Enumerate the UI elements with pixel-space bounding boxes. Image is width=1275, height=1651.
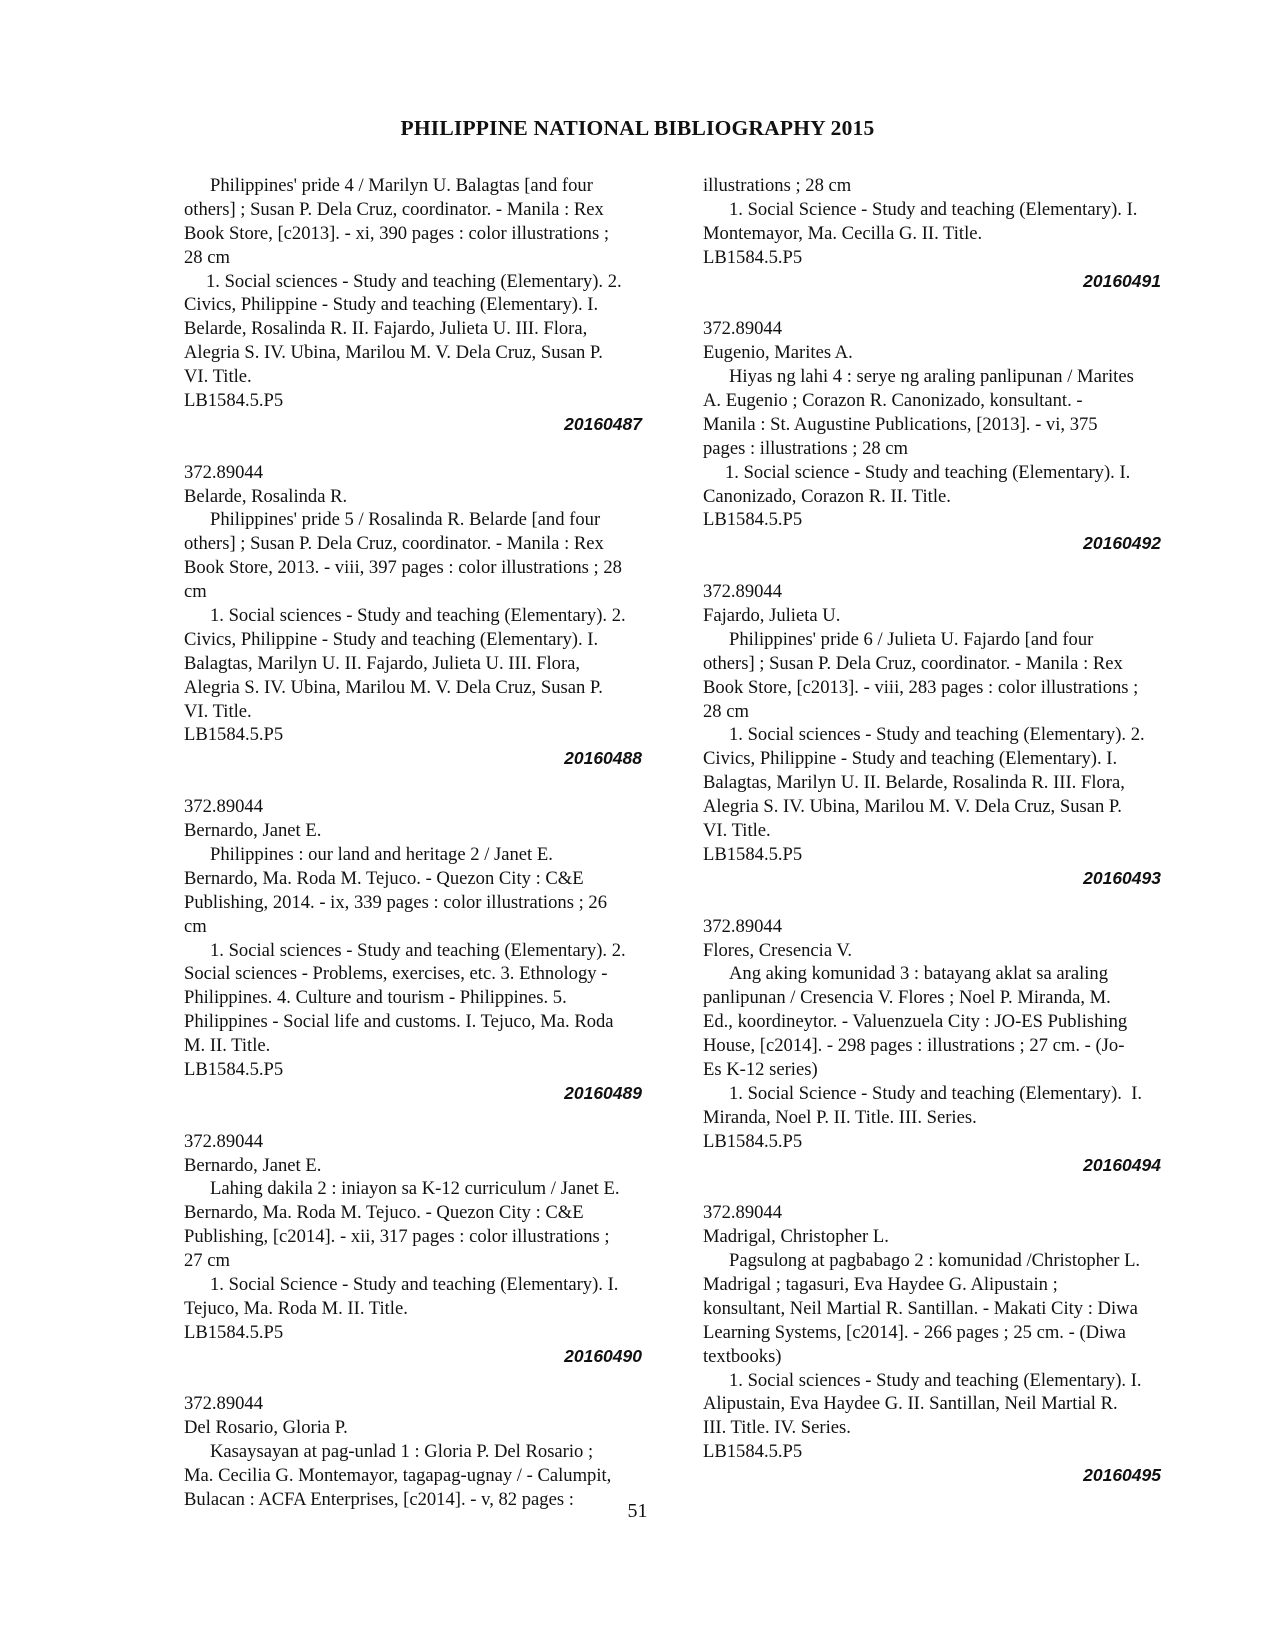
entry-subject-line: Belarde, Rosalinda R. II. Fajardo, Julieta U. III. Flora, bbox=[184, 318, 588, 340]
entry-description-line: cm bbox=[184, 581, 207, 603]
entry-author: Flores, Cresencia V. bbox=[703, 939, 853, 961]
bib-entry bbox=[184, 1392, 674, 1511]
bib-entry bbox=[703, 1201, 1193, 1488]
entry-subject-line: 1. Social sciences - Study and teaching (Elementary). 2. bbox=[210, 605, 626, 627]
call-number: LB1584.5.P5 bbox=[703, 246, 803, 268]
bib-entry bbox=[703, 915, 1193, 1178]
entry-description-line: Madrigal ; tagasuri, Eva Haydee G. Alipustain ; bbox=[703, 1273, 1058, 1295]
entry-subject-line: VI. Title. bbox=[184, 366, 252, 388]
entry-description-line: konsultant, Neil Martial R. Santillan. - Makati City : Diwa bbox=[703, 1297, 1138, 1319]
entry-subject-line: 1. Social Science - Study and teaching (Elementary). I. bbox=[729, 1082, 1143, 1104]
bib-entry bbox=[184, 461, 674, 772]
entry-subject-line: 1. Social sciences - Study and teaching (Elementary). 2. bbox=[729, 724, 1145, 746]
entry-subject-line: M. II. Title. bbox=[184, 1035, 271, 1057]
bib-entry bbox=[703, 580, 1193, 891]
entry-description-line: Philippines' pride 6 / Julieta U. Fajardo [and four bbox=[729, 628, 1094, 650]
right-column bbox=[703, 174, 1193, 1488]
entry-description-line: Ang aking komunidad 3 : batayang aklat sa araling bbox=[729, 963, 1109, 985]
bib-entry bbox=[184, 174, 674, 437]
entry-description-line: Learning Systems, [c2014]. - 266 pages ; 25 cm. - (Diwa bbox=[703, 1321, 1126, 1343]
accession-number: 20160495 bbox=[1083, 1465, 1161, 1486]
call-number: LB1584.5.P5 bbox=[184, 1058, 284, 1080]
entry-subject-line: 1. Social sciences - Study and teaching (Elementary). 2. bbox=[206, 270, 622, 292]
entry-subject-line: Social sciences - Problems, exercises, etc. 3. Ethnology - bbox=[184, 963, 608, 985]
bib-entry bbox=[184, 795, 674, 1106]
call-number: LB1584.5.P5 bbox=[184, 724, 284, 746]
entry-description-line: Bernardo, Ma. Roda M. Tejuco. - Quezon City : C&E bbox=[184, 867, 584, 889]
entry-author: Fajardo, Julieta U. bbox=[703, 605, 841, 627]
entry-subject-line: 1. Social sciences - Study and teaching (Elementary). 2. bbox=[210, 939, 626, 961]
entry-subject-line: 1. Social sciences - Study and teaching (Elementary). I. bbox=[729, 1369, 1142, 1391]
accession-number: 20160491 bbox=[1083, 270, 1161, 291]
entry-description-line: Philippines : our land and heritage 2 / Janet E. bbox=[210, 843, 553, 865]
entry-description-line: House, [c2014]. - 298 pages : illustrations ; 27 cm. - (Jo- bbox=[703, 1035, 1125, 1057]
entry-description-line: Publishing, 2014. - ix, 339 pages : color illustrations ; 26 bbox=[184, 891, 607, 913]
entry-description-line: Publishing, [c2014]. - xii, 317 pages : color illustrations ; bbox=[184, 1226, 610, 1248]
entry-description-line: 27 cm bbox=[184, 1250, 230, 1272]
entry-subject-line: III. Title. IV. Series. bbox=[703, 1417, 851, 1439]
entry-description-line: Philippines' pride 5 / Rosalinda R. Belarde [and four bbox=[210, 509, 601, 531]
entry-author: Eugenio, Marites A. bbox=[703, 342, 853, 364]
entry-description-line: cm bbox=[184, 915, 207, 937]
accession-number: 20160488 bbox=[564, 748, 642, 769]
entry-description-line: others] ; Susan P. Dela Cruz, coordinator. - Manila : Rex bbox=[184, 198, 604, 220]
entry-subject-line: 1. Social Science - Study and teaching (Elementary). I. bbox=[729, 198, 1138, 220]
entry-description-line: Es K-12 series) bbox=[703, 1058, 818, 1080]
entry-author: Bernardo, Janet E. bbox=[184, 1154, 322, 1176]
classification-number: 372.89044 bbox=[703, 915, 783, 937]
entry-description-line: others] ; Susan P. Dela Cruz, coordinator. - Manila : Rex bbox=[703, 652, 1123, 674]
entry-author: Bernardo, Janet E. bbox=[184, 820, 322, 842]
entry-description-line: Ed., koordineytor. - Valuenzuela City : JO-ES Publishing bbox=[703, 1011, 1128, 1033]
accession-number: 20160489 bbox=[564, 1082, 642, 1103]
entry-author: Madrigal, Christopher L. bbox=[703, 1226, 889, 1248]
entry-description-line: Ma. Cecilia G. Montemayor, tagapag-ugnay / - Calumpit, bbox=[184, 1465, 612, 1487]
entry-description-line: Hiyas ng lahi 4 : serye ng araling panlipunan / Marites bbox=[729, 366, 1134, 388]
entry-subject-line: Miranda, Noel P. II. Title. III. Series. bbox=[703, 1106, 977, 1128]
classification-number: 372.89044 bbox=[184, 1130, 264, 1152]
accession-number: 20160487 bbox=[564, 413, 642, 434]
entry-description-line: Kasaysayan at pag-unlad 1 : Gloria P. Del Rosario ; bbox=[210, 1441, 594, 1463]
classification-number: 372.89044 bbox=[703, 318, 783, 340]
entry-description-line: Lahing dakila 2 : iniayon sa K-12 curriculum / Janet E. bbox=[210, 1178, 620, 1200]
entry-author: Belarde, Rosalinda R. bbox=[184, 485, 348, 507]
entry-subject-line: Philippines. 4. Culture and tourism - Philippines. 5. bbox=[184, 987, 567, 1009]
entry-subject-line: VI. Title. bbox=[703, 820, 771, 842]
entry-description-line: 28 cm bbox=[703, 700, 749, 722]
classification-number: 372.89044 bbox=[184, 461, 264, 483]
entry-description-line: Book Store, [c2013]. - xi, 390 pages : color illustrations ; bbox=[184, 222, 610, 244]
bib-entry bbox=[703, 174, 1193, 293]
accession-number: 20160492 bbox=[1083, 533, 1161, 554]
entry-subject-line: Canonizado, Corazon R. II. Title. bbox=[703, 485, 951, 507]
page-title: PHILIPPINE NATIONAL BIBLIOGRAPHY 2015 bbox=[400, 116, 875, 140]
entry-subject-line: Tejuco, Ma. Roda M. II. Title. bbox=[184, 1297, 408, 1319]
entry-description-line: Book Store, 2013. - viii, 397 pages : color illustrations ; 28 bbox=[184, 557, 622, 579]
left-column bbox=[184, 174, 674, 1512]
call-number: LB1584.5.P5 bbox=[703, 509, 803, 531]
entry-description-line: Philippines' pride 4 / Marilyn U. Balagtas [and four bbox=[210, 175, 593, 196]
entry-subject-line: Civics, Philippine - Study and teaching (Elementary). I. bbox=[703, 748, 1118, 770]
entry-description-line: pages : illustrations ; 28 cm bbox=[703, 437, 909, 459]
entry-subject-line: Civics, Philippine - Study and teaching (Elementary). I. bbox=[184, 628, 599, 650]
entry-description-line: illustrations ; 28 cm bbox=[703, 175, 852, 196]
entry-description-line: others] ; Susan P. Dela Cruz, coordinator. - Manila : Rex bbox=[184, 533, 604, 555]
bib-entry bbox=[184, 1130, 674, 1369]
entry-description-line: Bulacan : ACFA Enterprises, [c2014]. - v, 82 pages : bbox=[184, 1488, 574, 1510]
call-number: LB1584.5.P5 bbox=[703, 1441, 803, 1463]
entry-description-line: Manila : St. Augustine Publications, [2013]. - vi, 375 bbox=[703, 413, 1098, 435]
entry-subject-line: Alegria S. IV. Ubina, Marilou M. V. Dela Cruz, Susan P. bbox=[184, 676, 603, 698]
entry-description-line: textbooks) bbox=[703, 1345, 782, 1367]
entry-subject-line: Alegria S. IV. Ubina, Marilou M. V. Dela Cruz, Susan P. bbox=[184, 342, 603, 364]
classification-number: 372.89044 bbox=[703, 1202, 783, 1224]
call-number: LB1584.5.P5 bbox=[184, 1321, 284, 1343]
entry-subject-line: Montemayor, Ma. Cecilla G. II. Title. bbox=[703, 222, 983, 244]
entry-subject-line: 1. Social Science - Study and teaching (Elementary). I. bbox=[210, 1273, 619, 1295]
page-number: 51 bbox=[627, 1500, 648, 1522]
accession-number: 20160493 bbox=[1083, 867, 1161, 888]
entry-subject-line: Balagtas, Marilyn U. II. Fajardo, Julieta U. III. Flora, bbox=[184, 652, 581, 674]
entry-subject-line: 1. Social science - Study and teaching (Elementary). I. bbox=[725, 461, 1131, 483]
entry-description-line: Pagsulong at pagbabago 2 : komunidad /Christopher L. bbox=[729, 1250, 1141, 1272]
entry-subject-line: VI. Title. bbox=[184, 700, 252, 722]
entry-subject-line: Civics, Philippine - Study and teaching (Elementary). I. bbox=[184, 294, 599, 316]
accession-number: 20160490 bbox=[564, 1345, 642, 1366]
classification-number: 372.89044 bbox=[184, 1393, 264, 1415]
call-number: LB1584.5.P5 bbox=[703, 1130, 803, 1152]
classification-number: 372.89044 bbox=[184, 796, 264, 818]
entry-description-line: A. Eugenio ; Corazon R. Canonizado, konsultant. - bbox=[703, 390, 1083, 412]
entry-subject-line: Balagtas, Marilyn U. II. Belarde, Rosalinda R. III. Flora, bbox=[703, 772, 1125, 794]
entry-subject-line: Philippines - Social life and customs. I. Tejuco, Ma. Roda bbox=[184, 1011, 614, 1033]
entry-description-line: 28 cm bbox=[184, 246, 230, 268]
entry-subject-line: Alegria S. IV. Ubina, Marilou M. V. Dela Cruz, Susan P. bbox=[703, 796, 1122, 818]
entry-subject-line: Alipustain, Eva Haydee G. II. Santillan, Neil Martial R. bbox=[703, 1393, 1118, 1415]
classification-number: 372.89044 bbox=[703, 581, 783, 603]
entry-author: Del Rosario, Gloria P. bbox=[184, 1417, 348, 1439]
call-number: LB1584.5.P5 bbox=[184, 390, 284, 412]
bib-entry bbox=[703, 317, 1193, 556]
entry-description-line: Book Store, [c2013]. - viii, 283 pages : color illustrations ; bbox=[703, 676, 1139, 698]
accession-number: 20160494 bbox=[1083, 1154, 1161, 1175]
entry-description-line: Bernardo, Ma. Roda M. Tejuco. - Quezon City : C&E bbox=[184, 1202, 584, 1224]
entry-description-line: panlipunan / Cresencia V. Flores ; Noel P. Miranda, M. bbox=[703, 987, 1111, 1009]
call-number: LB1584.5.P5 bbox=[703, 843, 803, 865]
